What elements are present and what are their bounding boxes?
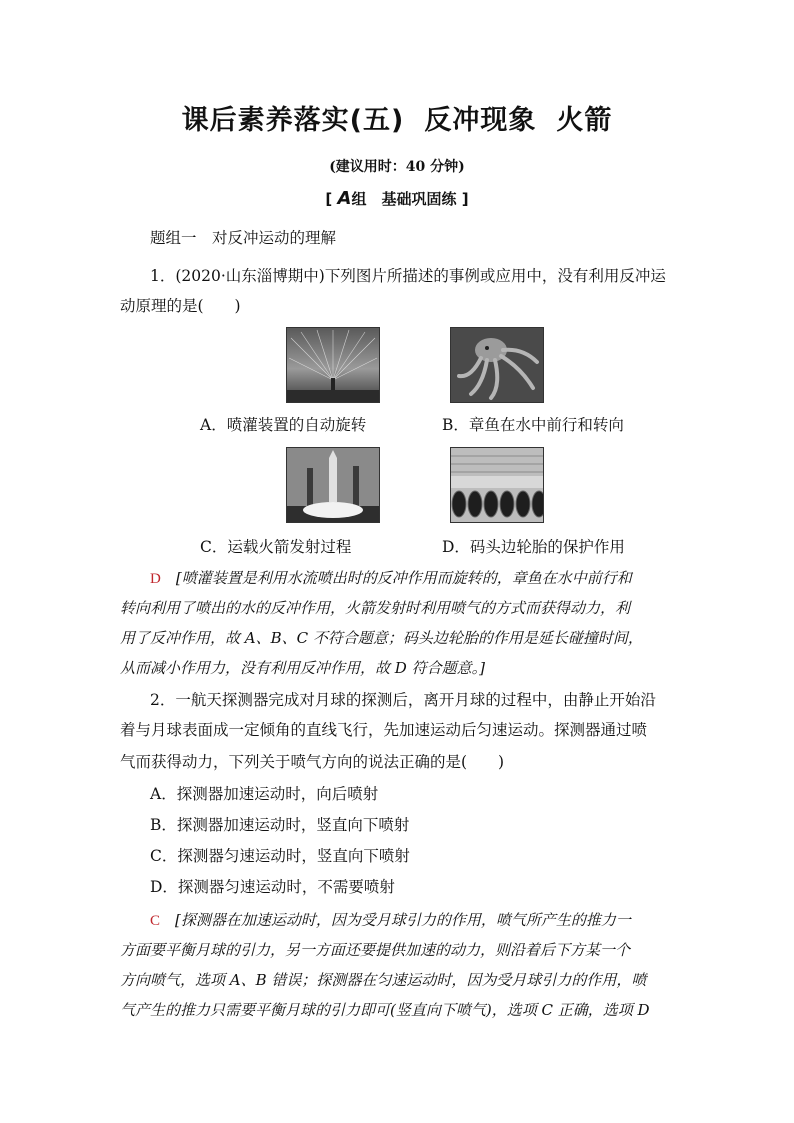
group-letter: A	[337, 188, 352, 209]
q1-answer-line1	[150, 568, 680, 589]
q1-explain-3: 用了反冲作用，故 A、B、C 不符合题意；码头边轮胎的作用是延长碰撞时间，	[120, 629, 643, 647]
q1-option-a: A．喷灌装置的自动旋转	[200, 416, 367, 434]
q2-explain-1: [探测器在加速运动时，因为受月球引力的作用，喷气所产生的推力一	[175, 911, 631, 929]
q2-stem-line2: 着与月球表面成一定倾角的直线飞行，先加速运动后匀速运动。探测器通过喷	[120, 721, 648, 739]
title-part3: 火箭	[556, 105, 613, 136]
q1-answer-letter: D	[150, 571, 161, 587]
title-part1: 课后素养落实(五)	[181, 105, 405, 136]
sprinkler-photo	[286, 327, 380, 403]
group-bracket-open: [	[325, 190, 333, 208]
q1-option-d: D．码头边轮胎的保护作用	[442, 538, 625, 556]
q2-answer-line1	[150, 910, 680, 931]
q2-explain-3: 方向喷气，选项 A、B 错误；探测器在匀速运动时，因为受月球引力的作用，喷	[120, 971, 647, 989]
q1-option-b: B．章鱼在水中前行和转向	[442, 416, 624, 434]
q2-explain-2: 方面要平衡月球的引力，另一方面还要提供加速的动力，则沿着后下方某一个	[120, 941, 631, 959]
group-label: 组 基础巩固练	[351, 190, 457, 208]
page-title	[0, 98, 794, 137]
q2-explain-4: 气产生的推力只需要平衡月球的引力即可(竖直向下喷气)，选项 C 正确，选项 D	[120, 1001, 650, 1019]
q2-option-d: D．探测器匀速运动时，不需要喷射	[150, 878, 395, 896]
rocket-photo	[286, 447, 380, 523]
title-part2: 反冲现象	[424, 105, 537, 136]
group-bracket-close: ]	[461, 190, 469, 208]
q1-stem-line1: 1．(2020·山东淄博期中)下列图片所描述的事例或应用中，没有利用反冲运	[150, 267, 666, 285]
q2-option-c: C．探测器匀速运动时，竖直向下喷射	[150, 847, 410, 865]
q2-option-b: B．探测器加速运动时，竖直向下喷射	[150, 816, 410, 834]
dock-tires-photo	[450, 447, 544, 523]
suggested-time: (建议用时：40 分钟)	[329, 159, 465, 175]
q1-stem-line2: 动原理的是( )	[120, 297, 241, 315]
q1-explain-1: [喷灌装置是利用水流喷出时的反冲作用而旋转的，章鱼在水中前行和	[175, 569, 632, 587]
group-heading	[0, 188, 794, 209]
q2-option-a: A．探测器加速运动时，向后喷射	[150, 785, 379, 803]
q2-stem-line1: 2．一航天探测器完成对月球的探测后，离开月球的过程中，由静止开始沿	[150, 691, 656, 709]
topic-heading: 题组一 对反冲运动的理解	[150, 229, 337, 247]
q2-answer-letter: C	[150, 913, 161, 929]
q1-explain-4: 从而减小作用力，没有利用反冲作用，故 D 符合题意。]	[120, 659, 485, 677]
octopus-photo	[450, 327, 544, 403]
q1-option-c: C．运载火箭发射过程	[200, 538, 352, 556]
q2-stem-line3: 气而获得动力，下列关于喷气方向的说法正确的是( )	[120, 753, 505, 771]
q1-explain-2: 转向利用了喷出的水的反冲作用，火箭发射时利用喷气的方式而获得动力，利	[120, 599, 631, 617]
